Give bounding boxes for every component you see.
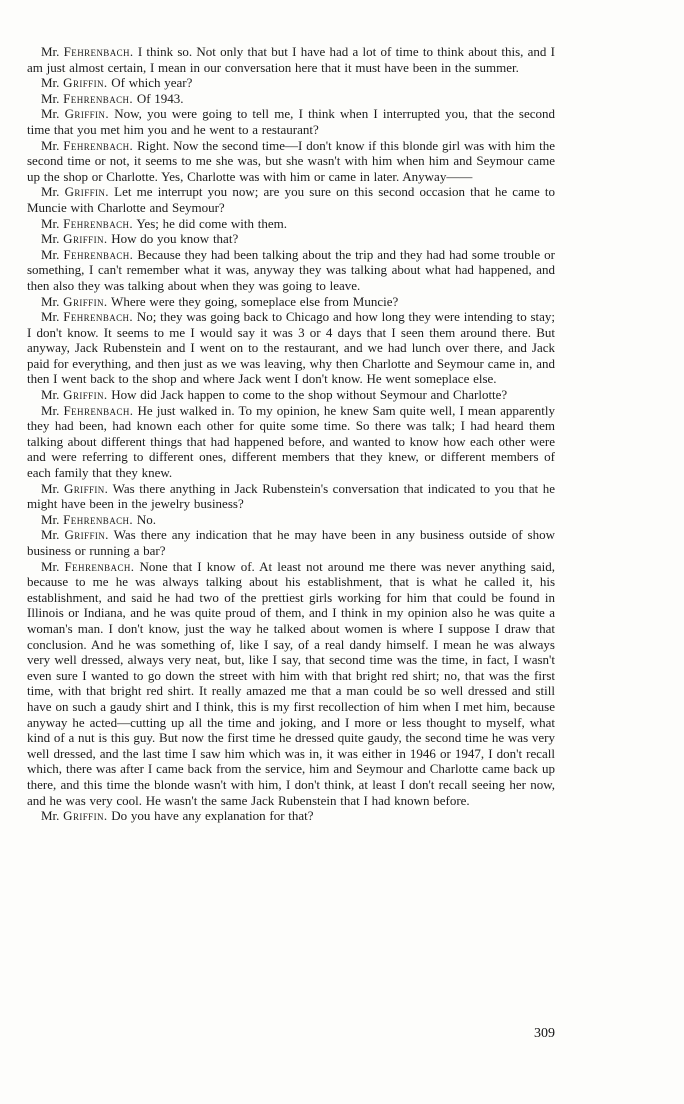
transcript-paragraph [27, 247, 555, 294]
speaker-title: Mr. [41, 44, 60, 59]
transcript-paragraph [27, 216, 555, 232]
speaker-title: Mr. [41, 511, 60, 527]
testimony-text: Yes; he did come with them. [136, 215, 288, 231]
transcript-paragraph [27, 231, 555, 247]
speaker-name: Fehrenbach. [64, 558, 135, 574]
speaker-name: Griffin. [63, 75, 108, 91]
testimony-text: How do you know that? [111, 231, 239, 247]
speaker-title: Mr. [41, 402, 60, 418]
speaker-title: Mr. [41, 293, 60, 309]
speaker-name: Griffin. [64, 184, 109, 200]
transcript-text-block [27, 44, 555, 824]
speaker-title: Mr. [41, 246, 60, 262]
speaker-title: Mr. [41, 184, 60, 200]
speaker-name: Fehrenbach. [63, 309, 134, 325]
transcript-paragraph [27, 559, 555, 809]
testimony-text: No. [136, 511, 156, 527]
speaker-name: Fehrenbach. [63, 511, 134, 527]
testimony-text: Right. Now the second time—I don't know if this blonde girl was with him the second time or not, it seems to me she was, but she wasn't with him when him and Seymour came up the shop or Charlotte. Yes, Charlotte was with him or came in later. Anyway—— [27, 137, 556, 184]
speaker-title: Mr. [41, 75, 60, 91]
speaker-name: Griffin. [63, 480, 109, 496]
testimony-text: Let me interrupt you now; are you sure on this second occasion that he came to Muncie with Charlotte and Seymour? [27, 184, 556, 215]
page-number: 309 [534, 1026, 555, 1041]
speaker-name: Griffin. [63, 293, 108, 309]
speaker-title: Mr. [41, 137, 60, 153]
transcript-paragraph [27, 44, 555, 75]
speaker-title: Mr. [41, 231, 60, 247]
speaker-name: Griffin. [63, 387, 108, 403]
speaker-name: Fehrenbach. [63, 90, 134, 106]
testimony-text: Do you have any explanation for that? [111, 808, 314, 824]
speaker-title: Mr. [41, 558, 60, 574]
speaker-title: Mr. [41, 387, 60, 403]
speaker-title: Mr. [41, 90, 60, 106]
transcript-paragraph [27, 138, 555, 185]
transcript-paragraph [27, 527, 555, 558]
transcript-paragraph [27, 403, 555, 481]
testimony-text: Of 1943. [136, 90, 184, 106]
testimony-text: Was there any indication that he may have been in any business outside of show business or running a bar? [27, 527, 556, 558]
testimony-text: Where were they going, someplace else from Muncie? [111, 293, 399, 309]
transcript-paragraph [27, 808, 555, 824]
transcript-paragraph [27, 309, 555, 387]
testimony-text: No; they was going back to Chicago and how long they were intending to stay; I don't know. It seems to me I would say it was 3 or 4 days that I seen them around there. But anyway, Jack Rubenstein and I went on to the restaurant, and we had lunch over there, and Jack paid for everything, and then just as we was leaving, why then Charlotte and Seymour came in, and then I went back to the shop and where Jack went I don't know. He went someplace else. [27, 309, 556, 387]
speaker-name: Griffin. [64, 527, 109, 543]
speaker-name: Fehrenbach. [63, 402, 134, 418]
testimony-text: Of which year? [111, 75, 193, 91]
speaker-name: Griffin. [63, 808, 108, 824]
testimony-text: How did Jack happen to come to the shop without Seymour and Charlotte? [111, 387, 508, 403]
speaker-title: Mr. [41, 309, 60, 325]
testimony-text: I think so. Not only that but I have had a lot of time to think about this, and I am just almost certain, I mean in our conversation here that it must have been in the summer. [27, 44, 556, 75]
speaker-title: Mr. [41, 106, 60, 122]
transcript-paragraph [27, 387, 555, 403]
speaker-name: Fehrenbach. [63, 44, 134, 59]
speaker-title: Mr. [41, 215, 60, 231]
speaker-title: Mr. [41, 527, 60, 543]
transcript-paragraph [27, 75, 555, 91]
transcript-paragraph [27, 184, 555, 215]
transcript-paragraph [27, 481, 555, 512]
transcript-paragraph [27, 106, 555, 137]
speaker-name: Fehrenbach. [63, 137, 134, 153]
transcript-paragraph [27, 91, 555, 107]
speaker-name: Fehrenbach. [63, 215, 134, 231]
testimony-text: None that I know of. At least not around me there was never anything said, because to me he was always talking about his establishment, that is what he called it, his establishment, and said he had two of the prettiest girls working for him that could be found in Illinois or Indiana, and he was quite proud of them, and I think in my opinion also he was quite a woman's man. I don't know, just the way he talked about women is where I suppose I draw that conclusion. And he was something of, like I say, of a real dandy himself. I mean he was always very well dressed, always very neat, but, like I say, that second time was the time, in fact, I wasn't even sure I wanted to go down the street with him with that bright red shirt; no, that was the first time, with that bright red shirt. It really amazed me that a man could be so well dressed and still have on such a gaudy shirt and I think, this is my first recollection of him when I met him, because anyway he acted—cutting up all the time and joking, and I more or less thought to myself, what kind of a nut is this guy. But now the first time he dressed quite gaudy, the second time he was very well dressed, and the last time I saw him which was in, it was either in 1946 or 1947, I don't recall which, there was after I came back from the service, him and Seymour and Charlotte came back up there, and this time the blonde wasn't with him, I don't think, at least I don't recall seeing her now, and he was very cool. He wasn't the same Jack Rubenstein that I had known before. [27, 558, 556, 808]
testimony-text: Now, you were going to tell me, I think when I interrupted you, that the second time that you met him you and he went to a restaurant? [27, 106, 556, 137]
transcript-paragraph [27, 294, 555, 310]
speaker-title: Mr. [41, 808, 60, 824]
speaker-name: Griffin. [64, 106, 109, 122]
testimony-text: Because they had been talking about the trip and they had had some trouble or something, I can't remember what it was, anyway they was talking about what had happened, and then also they was talking about when they was going to leave. [27, 246, 555, 293]
speaker-name: Griffin. [63, 231, 108, 247]
speaker-title: Mr. [41, 480, 60, 496]
testimony-text: He just walked in. To my opinion, he knew Sam quite well, I mean apparently they had been, had known each other for quite some time. So there was talk; I had heard them talking about different things that had happened before, and wanted to know how each other were and were referring to different ones, different members that they knew, or different members of each family that they knew. [27, 402, 555, 481]
transcript-paragraph [27, 512, 555, 528]
testimony-text: Was there anything in Jack Rubenstein's conversation that indicated to you that he might have been in the jewelry business? [27, 480, 555, 512]
speaker-name: Fehrenbach. [63, 246, 134, 262]
